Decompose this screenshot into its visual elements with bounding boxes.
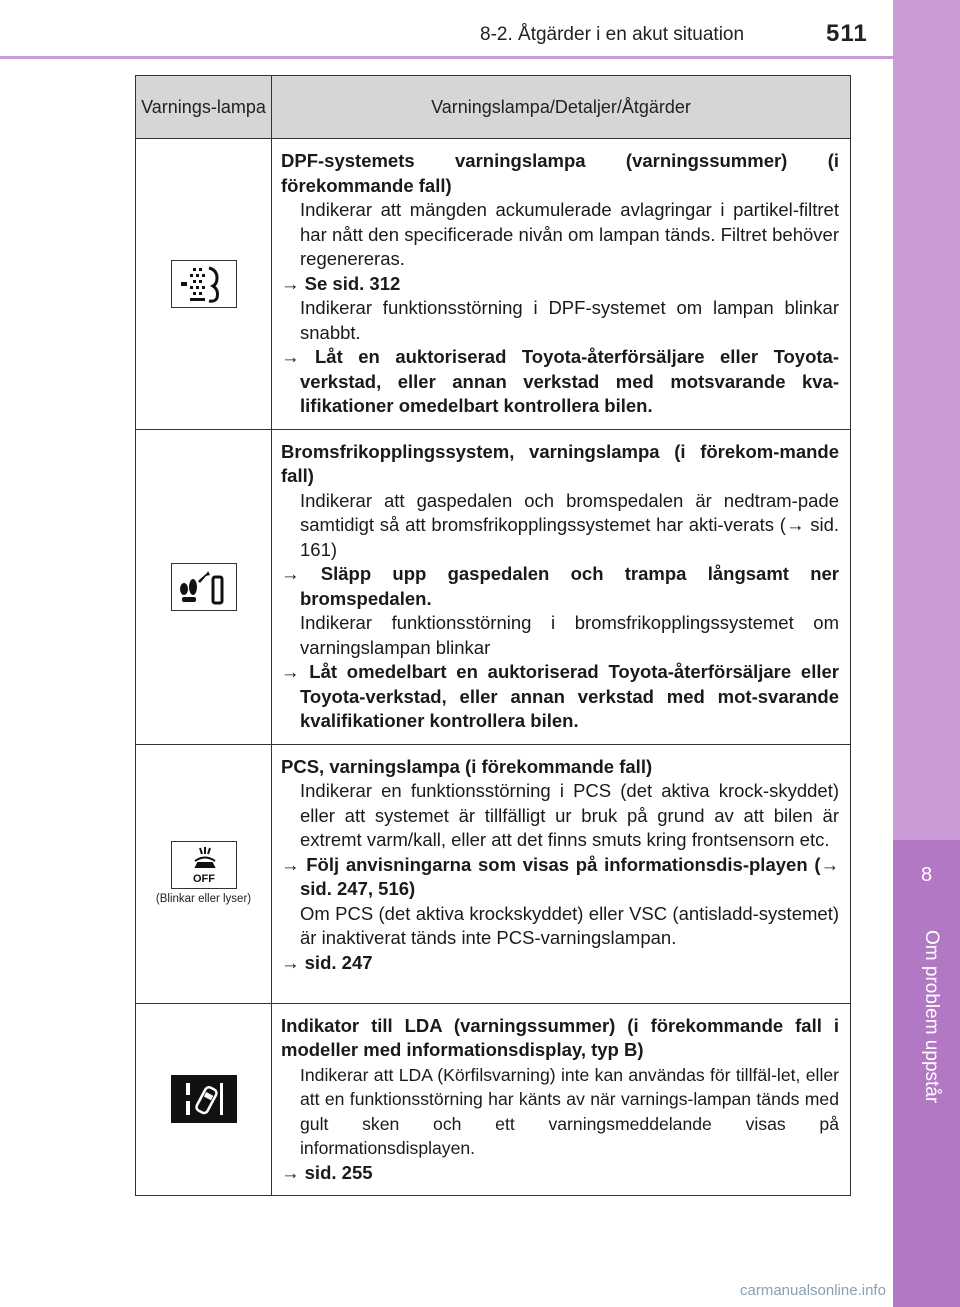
chapter-label: Om problem uppstår	[921, 930, 942, 1104]
table-row	[136, 744, 851, 1003]
table-row	[136, 1003, 851, 1196]
description: Indikerar funktionsstörning i DPF-systemet om lampan blinkar snabbt.	[300, 297, 839, 343]
action-item: → sid. 247	[281, 951, 373, 973]
lamp-title: DPF-systemets varningslampa (varningssummer) (i förekommande fall)	[281, 150, 839, 196]
description: Om PCS (det aktiva krockskyddet) eller VSC (antisladd-systemet) är inaktiverat tänds inte PCS-varningslampan.	[300, 902, 839, 948]
table-header-row	[136, 76, 851, 139]
details-cell	[272, 139, 851, 430]
action-item: → Släpp upp gaspedalen och trampa långsamt ner bromspedalen.	[281, 563, 839, 609]
icon-caption: (Blinkar eller lyser)	[155, 893, 252, 905]
description: Indikerar en funktionsstörning i PCS (det aktiva krock-skyddet) eller att systemet är tillfälligt ur bruk på grund av att bilen är extremt varm/kall, eller att det finns smuts kring frontsensorn etc.	[300, 780, 839, 850]
details-cell	[272, 429, 851, 744]
watermark: carmanualsonline.info	[740, 1282, 886, 1299]
lamp-title: PCS, varningslampa (i förekommande fall)	[281, 755, 653, 777]
icon-cell	[136, 744, 272, 1003]
pcs-off-icon	[171, 841, 237, 889]
icon-off-label: OFF	[192, 873, 215, 885]
details-cell	[272, 1003, 851, 1196]
action-item: → Låt en auktoriserad Toyota-återförsäljare eller Toyota-verkstad, eller annan verkstad med motsvarande kva-lifikationer omedelbart kontrollera bilen.	[281, 346, 839, 416]
arrow-icon: →	[281, 272, 300, 294]
dpf-warning-icon	[171, 260, 237, 308]
lda-lane-departure-icon	[171, 1075, 237, 1123]
header-title: 8-2. Åtgärder i en akut situation	[480, 24, 745, 45]
lamp-title: Bromsfrikopplingssystem, varningslampa (i förekom-mande fall)	[281, 440, 839, 486]
table-row	[136, 139, 851, 430]
action-item: → sid. 255	[281, 1161, 373, 1183]
details-cell	[272, 744, 851, 1003]
description: Indikerar att gaspedalen och bromspedalen är nedtram-pade samtidigt så att bromsfrikopplingssystemet har akti-verats (→ sid. 161)	[300, 489, 839, 560]
warning-table	[135, 75, 851, 1196]
icon-cell	[136, 139, 272, 430]
arrow-icon: →	[281, 661, 300, 682]
action-item: → Se sid. 312	[281, 272, 401, 294]
column-header-lamp: Varnings-lampa	[136, 76, 272, 139]
description: Indikerar att LDA (Körfilsvarning) inte kan användas för tillfäl-let, eller att en funktionsstörning har känts av när varnings-lampan tänds med gult sken och ett varningsmeddelande visas på informationsdisplayen.	[300, 1064, 839, 1158]
brake-override-icon	[171, 563, 237, 611]
arrow-icon: →	[281, 853, 300, 875]
icon-cell	[136, 429, 272, 744]
icon-cell	[136, 1003, 272, 1196]
lamp-title: Indikator till LDA (varningssummer) (i förekommande fall i modeller med informationsdisplay, typ B)	[281, 1014, 839, 1060]
arrow-icon: →	[281, 563, 300, 584]
arrow-icon: →	[281, 346, 300, 367]
arrow-icon: →	[281, 951, 300, 973]
description: Indikerar funktionsstörning i bromsfrikopplingssystemet om varningslampan blinkar	[300, 612, 839, 658]
arrow-icon: →	[281, 1161, 300, 1183]
column-header-details: Varningslampa/Detaljer/Åtgärder	[272, 76, 851, 139]
page-number: 511	[826, 20, 868, 47]
action-item: → Följ anvisningarna som visas på informationsdis-playen (→ sid. 247, 516)	[281, 853, 840, 899]
description: Indikerar att mängden ackumulerade avlagringar i partikel-filtret har nått den specificerade nivån om lampan tänds. Filtret behöver regenereras.	[300, 199, 839, 269]
action-item: → Låt omedelbart en auktoriserad Toyota-återförsäljare eller Toyota-verkstad, eller annan verkstad med mot-svarande kvalifikationer kontrollera bilen.	[281, 661, 839, 731]
chapter-number: 8	[920, 864, 933, 886]
header-rule	[0, 56, 893, 59]
table-row	[136, 429, 851, 744]
